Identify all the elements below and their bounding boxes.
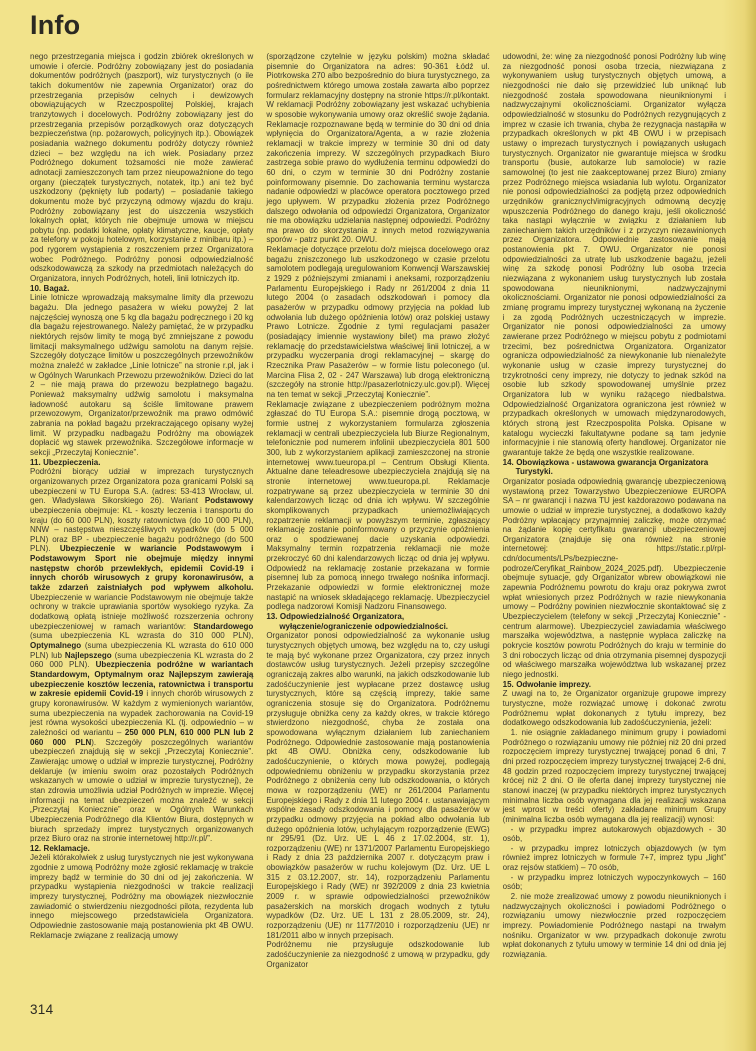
text-run: Z uwagi na to, że Organizator organizuje grupowe imprezy turystyczne, może rozwiązać umowę i dokonać zwrotu Podróżnemu wpłat dokonanych z tytułu imprezy, bez dodatkowego odszkodowania lub zadośćuczynienia, jeżeli: [502,689,726,728]
paragraph [30,52,253,284]
section-heading [503,458,726,477]
section-heading [266,612,489,631]
text-run: - w przypadku imprez lotniczych objazdowych (w tym również imprez lotniczych w formule 7+7, imprez typu „light” oraz rejsów statkiem) – 70 osób, [502,843,726,873]
paragraph [266,245,489,400]
bold-text-run: Ubezpieczenia podróżne w wariantach Standardowym, Optymalnym oraz Najlepszym zawierają ubezpieczenie kosztów leczenia, ratownictwa i transportu w zakresie epidemii Covid-19 [30,660,254,699]
text-run: Reklamacje związane z ubezpieczeniem podróżnym można zgłaszać do TU Europa S.A.: pisemnie drogą pocztową, w formie ustnej z wykorzystaniem formularza zgłoszenia reklamacji w centrali ubezpieczyciela lub Biurze Regionalnym, telefonicznie pod numerem infolinii ubezpieczyciela 801 500 300, lub z wykorzystaniem aplikacji zamieszczonej na stronie internetowej www.tueuropa.pl – Centrum Obsługi Klienta. Aktualne dane teleadresowe ubezpieczyciela znajdują się na stronie internetowej www.tueuropa.pl. Reklamacje rozpatrywane są przez ubezpieczyciela w terminie 30 dni kalendarzowych licząc od dnia ich wpływu. W szczególnie skomplikowanych przypadkach uniemożliwiających rozpatrzenie reklamacji w powyższym terminie, zgłaszający reklamację zostanie poinformowany o przyczynie opóźnienia oraz o spodziewanej dacie uzyskania odpowiedzi. Maksymalny termin rozpatrzenia reklamacji nie może przekroczyć 60 dni kalendarzowych licząc od dnia jej wpływu. Odpowiedź na reklamację zostanie przekazana w formie pisemnej lub za pomocą innego trwałego nośnika informacji. Przekazanie odpowiedzi w formie elektronicznej może nastąpić na wniosek składającego reklamację. Ubezpieczyciel podlega nadzorowi Komisji Nadzoru Finansowego. [266,399,490,612]
text-run: - w przypadku imprez autokarowych objazdowych - 30 osób, [502,824,726,844]
text-run: udowodni, że: winę za niezgodność ponosi Podróżny lub winę za niezgodność ponosi osoba trzecia, niezwiązana z wykonywaniem usług turystycznych objętych umową, a niezgodności nie dało się przewidzieć lub uniknąć lub niezgodność została spowodowana nieuniknionymi i nadzwyczajnymi okolicznościami. Organizator wyłącza odpowiedzialność w stosunku do Podróżnych rezygnujących z imprez w czasie ich trwania, chyba że rezygnacja nastąpiła w przypadkach określonych w pkt 4B OWU i w przepisach ustawy o imprezach turystycznych i powiązanych usługach turystycznych. Organizator nie gwarantuje miejsca w środku transportu (busie, autokarze lub samolocie) w razie samowolnej (to jest nie zaakceptowanej przez Biuro) zmiany przez Podróżnego miejsca wsiadania lub wylotu. Organizator nie ponosi odpowiedzialności za podjętą przez odpowiednich urzędników granicznych/imigracyjnych odmowną decyzję wpuszczenia Podróżnego do danego kraju, jeśli okoliczność taka nastąpi wyłącznie w związku z działaniem lub zaniechaniem takich urzędników i z przyczyn niezawinionych przez Organizatora. Odpowiednie zastosowanie mają postanowienia pkt 7. OWU. Organizator nie ponosi odpowiedzialności za utratę lub uszkodzenie bagażu, jeżeli winę za szkodę ponosi Podróżny lub osoba trzecia niezwiązana z wykonaniem usług turystycznych lub została spowodowana nieuniknionymi, nadzwyczajnymi okolicznościami. Organizator nie ponosi odpowiedzialności za zmianę programu imprezy turystycznej wykonaną na życzenie i za zgodą Podróżnych uczestniczących w imprezie. Organizator nie ponosi odpowiedzialności za umowy zawierane przez Podróżnego w miejscu pobytu z podmiotami trzecimi, bez pośrednictwa Organizatora. Organizator ogranicza odpowiedzialność za niewykonanie lub nienależyte wykonanie usług w czasie imprezy turystycznej do trzykrotności ceny imprezy, nie dotyczy to jednak szkód na osobie lub szkody spowodowanej umyślnie przez Organizatora lub w wyniku rażącego niedbalstwa. Odpowiedzialność Organizatora ograniczona jest również w przypadkach określonych w umowach międzynarodowych, których stroną jest Rzeczpospolita Polska. Opisane w katalogu wycieczki fakultatywne podane są tam jedynie informacyjnie i nie stanowią oferty handlowej. Organizator nie gwarantuje także że będą one wszystkie realizowane. [502,52,726,457]
text-run: (suma ubezpieczenia KL wzrasta do 2 060 000 PLN). [30,650,254,670]
bold-text-run: 15. Odwołanie imprezy. [502,679,591,689]
bold-text-run: Optymalnego [30,641,82,651]
section-heading [30,284,253,294]
text-run: (suma ubezpieczenia KL wzrasta do 610 000 PLN) lub [30,641,254,660]
text-run: Ubezpieczenie w wariancie Podstawowym nie obejmuje także ochrony w trakcie uprawiania sportów wysokiego ryzyka. Za dodatkową opłatą istnieje możliwość rozszerzenia ochrony ubezpieczeniowej w ramach wariantów: [30,592,254,631]
text-column-2 [266,52,489,992]
paragraph [266,400,489,612]
bold-text-run: Najlepszego [64,650,112,660]
bold-text-run: Ubezpieczenie w wariancie Podstawowym i Podstawowym Sport nie obejmuje między innymi następstw chorób przewlekłych, epidemii Covid-19 i innych chorób wirusowych z grupy koronawirusów, a także zdarzeń zaistniałych pod wpływem alkoholu. [30,544,254,593]
text-run: Organizator posiada odpowiednią gwarancję ubezpieczeniową wystawioną przez Towarzystwo Ubezpieczeniowe EUROPA SA – nr gwarancji i nazwa TU jest każdorazowo podawana na umowie o udział w imprezie turystycznej, a dodatkowo każdy Podróżny wpłacający przynajmniej zaliczkę, może otrzymać na żądanie kopię certyfikatu gwarancji ubezpieczeniowej Organizatora (znajduje się ona również na stronie internetowej: https://static.r.pl/rpl-cdn/documents/LPs/bezpieczne-podroze/Ceryfikat_Rainbow_2024_2025.pdf). Ubezpieczenie obejmuje sytuacje, gdy Organizator wbrew obowiązkowi nie zapewnia Podróżnemu powrotu do kraju oraz pokrywa zwrot wpłat wniesionych przez Podróżnych w razie niewykonania umowy – Podróżny powinien niezwłocznie skontaktować się z Ubezpieczycielem (telefony w sekcji „Przeczytaj Koniecznie” - centrum alarmowe). Ubezpieczyciel zawiadamia właściwego marszałka województwa, a następnie wypłaca zaliczkę na pokrycie kosztów powrotu Podróżnych do kraju w terminie do 3 dni roboczych licząc od dnia otrzymania pisemnej dyspozycji od właściwego marszałka województwa lub wskazanej przez niego jednostki. [502,476,726,679]
bold-text-run: 11. Ubezpieczenia. [30,457,101,467]
paragraph [266,631,489,940]
text-run: Podróżni biorący udział w imprezach turystycznych organizowanych przez Organizatora poza granicami Polski są ubezpieczeni w TU Europa S.A. (adres: 53-413 Wrocław, ul. gen. Władysława Sikorskiego 26). Wariant [30,467,254,506]
list-item [503,825,726,844]
text-run: (sporządzone czytelnie w języku polskim) można składać pisemnie do Organizatora na adres: 90-361 Łódź ul. Piotrkowska 270 albo bezpośrednio do biura turystycznego, za pośrednictwem którego umowa została zawarta albo poprzez formularz reklamacyjny dostępny na stronie https://r.pl/kontakt. W reklamacji Podróżny zobowiązany jest wskazać uchybienia w sposobie wykonywania umowy oraz określić swoje żądania. Reklamacje rozpoznawane będą w terminie do 30 dni od dnia wpłynięcia do Organizatora/Agenta, a w razie złożenia reklamacji w trakcie imprezy w terminie 30 dni od daty zakończenia imprezy. W szczególnych przypadkach Biuro zastrzega sobie prawo do wydłużenia terminu odpowiedzi do 60 dni, o czym w terminie 30 dni Podróżny zostanie poinformowany pisemnie. Do zachowania terminu wystarcza nadanie odpowiedzi w placówce operatora pocztowego przed jego upływem. W przypadku złożenia przez Podróżnego dalszego odwołania od odpowiedzi Organizatora, Organizator nie ma obowiązku udzielania następnej odpowiedzi. Podróżny ma prawo do skorzystania z innych metod rozwiązywania sporów - patrz punkt 20. OWU. [266,52,490,245]
text-run: 1. nie osiągnie zakładanego minimum grupy i powiadomi Podróżnego o rozwiązaniu umowy nie później niż 20 dni przed rozpoczęciem imprezy turystycznej trwającej ponad 6 dni, 7 dni przed rozpoczęciem imprezy turystycznej trwającej 2-6 dni, 48 godzin przed rozpoczęciem imprezy turystycznej trwającej krócej niż 2 dni. O ile oferta danej imprezy turystycznej nie stanowi inaczej (w przypadku niektórych imprez turystycznych minimalna liczba osób wymagana dla jej realizacji wskazana jest wprost w treści oferty) zakładane minimum Grupy (minimalna liczba osób wymagana dla jej realizacji) wynosi: [502,727,726,824]
text-run: ubezpieczenia obejmuje: KL - koszty leczenia i transportu do kraju (do 60 000 PLN), koszty ratownictwa (do 10 000 PLN), NNW – następstwa nieszczęśliwych wypadków (do 5 000 PLN) oraz BP - ubezpieczenie bagażu podróżnego (do 500 PLN). [30,505,254,554]
paragraph [503,477,726,680]
paragraph [30,467,253,844]
bold-text-run: 250 000 PLN, 610 000 PLN lub 2 060 000 PLN [30,727,254,747]
text-run: Organizator ponosi odpowiedzialność za wykonanie usług turystycznych objętych umową, bez względu na to, czy usługi te mają być wykonane przez Organizatora, czy przez innych dostawców usług turystycznych. Jeżeli przepisy szczególne ograniczają zakres albo warunki, na jakich odszkodowanie lub zadośćuczynienie jest wypłacane przez dostawcę usług turystycznych, które są częścią imprezy, takie same ograniczenia stosuje się do Organizatora. Podróżnemu przysługuje obniżka ceny za każdy okres, w trakcie którego stwierdzono niezgodność, chyba że została ona spowodowana wyłącznym działaniem lub zaniechaniem Podróżnego. Odpowiednie zastosowanie mają postanowienia pkt 4B OWU. Obniżka ceny, odszkodowanie lub zadośćuczynienie, o których mowa powyżej, podlegają odpowiedniemu obniżeniu w przypadku skorzystania przez Podróżnego z obniżenia ceny lub odszkodowania, o których mowa w rozporządzeniu (WE) nr 261/2004 Parlamentu Europejskiego i Rady z dnia 11 lutego 2004 r. ustanawiającym wspólne zasady odszkodowania i pomocy dla pasażerów w przypadku odmowy przyjęcia na pokład albo odwołania lub dużego opóźnienia lotów, uchylającym rozporządzenie (EWG) nr 295/91 (Dz. Urz. UE L 46 z 17.02.2004, str. 1), rozporządzeniu (WE) nr 1371/2007 Parlamentu Europejskiego i Rady z dnia 23 października 2007 r. dotyczącym praw i obowiązków pasażerów w ruchu kolejowym (Dz. Urz. UE L 315 z 03.12.2007, str. 14), rozporządzeniu Parlamentu Europejskiego i Rady (WE) nr 392/2009 z dnia 23 kwietnia 2009 r. w sprawie odpowiedzialności przewoźników pasażerskich na morskich drogach wodnych z tytułu wypadków (Dz. Urz. UE L 131 z 28.05.2009, str. 24), rozporządzeniu (UE) nr 1177/2010 i rozporządzeniu (UE) nr 181/2011 albo w innych przepisach. [266,631,490,940]
text-run: - w przypadku imprez lotniczych wypoczynkowych – 160 osób; [502,872,726,892]
list-item [503,873,726,892]
text-run: Reklamacje dotyczące przelotu do/z miejsca docelowego oraz bagażu zniszczonego lub uszkodzonego w czasie przelotu samolotem podlegają uregulowaniom Konwencji Warszawskiej z 1929 z późniejszymi zmianami i aneksami, rozporządzeniu Parlamentu Europejskiego i Rady nr 261/2004 z dnia 11 lutego 2004 (o zasadach odszkodowań i pomocy dla pasażerów w przypadku odmowy przyjęcia na pokład lub odwołania lub dużego opóźnienia lotów) oraz polskiej ustawy Prawo Lotnicze. Zgodnie z tymi regulacjami pasażer (posiadający imiennie wystawiony bilet) ma prawo złożyć reklamację do przedstawicielstwa właściwej linii lotniczej, a w przypadku wyczerpania drogi reklamacyjnej – skargę do Rzecznika Praw Pasażerów – w formie listu poleconego (ul. Marcina Flisa 2, 02 - 247 Warszawa) lub drogą elektroniczną (szczegóły na stronie http://pasazerlotniczy.ulc.gov.pl). Więcej na ten temat w sekcji „Przeczytaj Koniecznie”. [266,245,490,399]
paragraph [30,293,253,457]
paragraph [503,689,726,728]
paragraph [503,52,726,458]
section-heading [503,680,726,690]
paragraph [266,52,489,245]
bold-text-run: 14. Obowiązkowa - ustawowa gwarancja Organizatora Turystyki. [502,457,709,477]
bold-text-run: Podstawowy [204,496,254,506]
paragraph [30,853,253,940]
text-run: i innych chorób wirusowych z grupy koronawirusów. W każdym z wymienionych wariantów, suma ubezpieczenia na wypadek zachorowania na Covid-19 jest równa wysokości ubezpieczenia KL (tj. odpowiednio – w zależności od wariantu – [30,689,254,737]
text-run: (suma ubezpieczenia KL wzrasta do 310 000 PLN), [30,631,254,641]
bold-text-run: Standardowego [193,621,254,631]
list-item [503,728,726,825]
text-run: Podróżnemu nie przysługuje odszkodowanie lub zadośćuczynienie za niezgodność z umową w przypadku, gdy Organizator [266,940,490,969]
text-run: Jeżeli którakolwiek z usług turystycznych nie jest wykonywana zgodnie z umową Podróżny może zgłosić reklamację w trakcie imprezy bądź w terminie do 30 dni od jej zakończenia. W przypadku wystąpienia niezgodności w trakcie realizacji imprezy turystycznej, Podróżny ma obowiązek niezwłocznie zawiadomić o stwierdzeniu niezgodności pilota, rezydenta lub innego miejscowego przedstawiciela Organizatora. Odpowiednie zastosowanie mają postanowienia pkt 4B OWU. Reklamacje związane z realizacją umowy [30,853,254,940]
bold-text-run: 10. Bagaż. [30,283,70,293]
section-heading [30,458,253,468]
page-title: Info [30,10,81,40]
text-run: ). Szczegóły poszczególnych wariantów ubezpieczeń znajdują się w sekcji „Przeczytaj Koniecznie”. Zawierając umowę o udział w imprezie turystycznej, Podróżny deklaruje (w imieniu swoim oraz pozostałych Podróżnych wskazanych w umowie o udział w imprezie turystycznej), że stan zdrowia umożliwia udział Podróżnych w imprezie. Więcej informacji na temat ubezpieczeń można znaleźć w sekcji „Przeczytaj Koniecznie” oraz w Ogólnych Warunkach Ubezpieczenia Podróżnego dla Klientów Biura, dostępnych w biurach sprzedaży imprez turystycznych organizowanych przez Biuro oraz na stronie internetowej http://r.pl/”. [30,737,254,844]
text-column-3 [503,52,726,992]
text-run: 2. nie może zrealizować umowy z powodu nieuniknionych i nadzwyczajnych okoliczności i powiadomi Podróżnego o rozwiązaniu umowy niezwłocznie przed rozpoczęciem imprezy. Powiadomienie Podróżnego nastąpi na trwałym nośniku. Organizator w ww. przypadkach dokonuje zwrotu wpłat dokonanych z tytułu umowy w terminie 14 dni od dnia jej rozwiązania. [502,892,726,960]
paragraph [266,940,489,969]
list-item [503,844,726,873]
list-item [503,892,726,960]
section-heading [30,844,253,854]
bold-text-run: 13. Odpowiedzialność Organizatora, wyłączenie/ograniczenie odpowiedzialności. [266,612,449,631]
text-column-1 [30,52,253,992]
text-run: nego przestrzegania miejsca i godzin zbiórek określonych w umowie i ofercie. Podróżny zobowiązany jest do posiadania dokumentów podróżnych (paszport), wiz turystycznych (o ile takich dokumentów nie zapewnia Organizator) oraz do przestrzegania przepisów celnych i dewizowych obowiązujących w Rzeczpospolitej Polskiej, krajach tranzytowych i docelowych. Podróżny zobowiązany jest do przestrzegania przepisów porządkowych oraz dotyczących bezpieczeństwa (np. pożarowych, policyjnych itp.). Obowiązek posiadania ważnego dokumentu podróży dotyczy również dzieci – bez względu na ich wiek. Posiadany przez Podróżnego dokument tożsamości nie może zawierać adnotacji zamieszczonych tam przez nieupoważnione do tego organy (pieczątek turystycznych, notatek, itp.) ani też być uszkodzony (pęknięty lub podarty) – posiadanie takiego dokumentu może być przyczyną odmowy wjazdu do kraju. Podróżny zobowiązany jest do uiszczenia wszystkich lokalnych opłat, których nie obejmuje umowa w miejscu pobytu (np. podatki lokalne, opłaty klimatyczne, kaucje, opłaty za telefony w pokoju hotelowym, korzystanie z minibaru itp.) – pod rygorem wystąpienia z roszczeniem przez Organizatora wobec Podróżnego. Podróżny ponosi odpowiedzialność odszkodowawczą za szkody na przedmiotach należących do Organizatora, innych Podróżnych, hoteli, linii lotniczych itp. [30,52,254,284]
bold-text-run: 12. Reklamacje. [30,843,90,853]
text-run: Linie lotnicze wprowadzają maksymalne limity dla przewozu bagażu. Dla jednego pasażera w wieku powyżej 2 lat najczęściej wynoszą one 5 kg dla bagażu podręcznego i 20 kg dla bagażu rejestrowanego. Należy pamiętać, że w przypadku niektórych rejsów limity te mogą być zmniejszane z powodu limitacji maksymalnego udźwigu samolotu na danym rejsie. Szczegóły dotyczące limitów u poszczególnych przewoźników można znaleźć w zakładce „Linie lotnicze” na stronie r.pl, jak i w Ogólnych Warunkach Przewozu przewoźników. Dzieci do lat 2 – nie mają prawa do przewozu bezpłatnego bagażu. Ponieważ maksymalny udźwig samolotu i maksymalna ładowność autokaru są ściśle limitowane prawem przewozowym, Organizator/przewoźnik ma prawo odmówić zabrania na pokład bagażu przekraczającego opisany wyżej limit. W przypadku nadbagażu Podróżny ma obowiązek dopłacić wg stawek przewoźnika. Szczegółowe informacje w sekcji „Przeczytaj Koniecznie”. [30,293,254,457]
text-columns [30,52,726,992]
page-number: 314 [30,1002,54,1017]
